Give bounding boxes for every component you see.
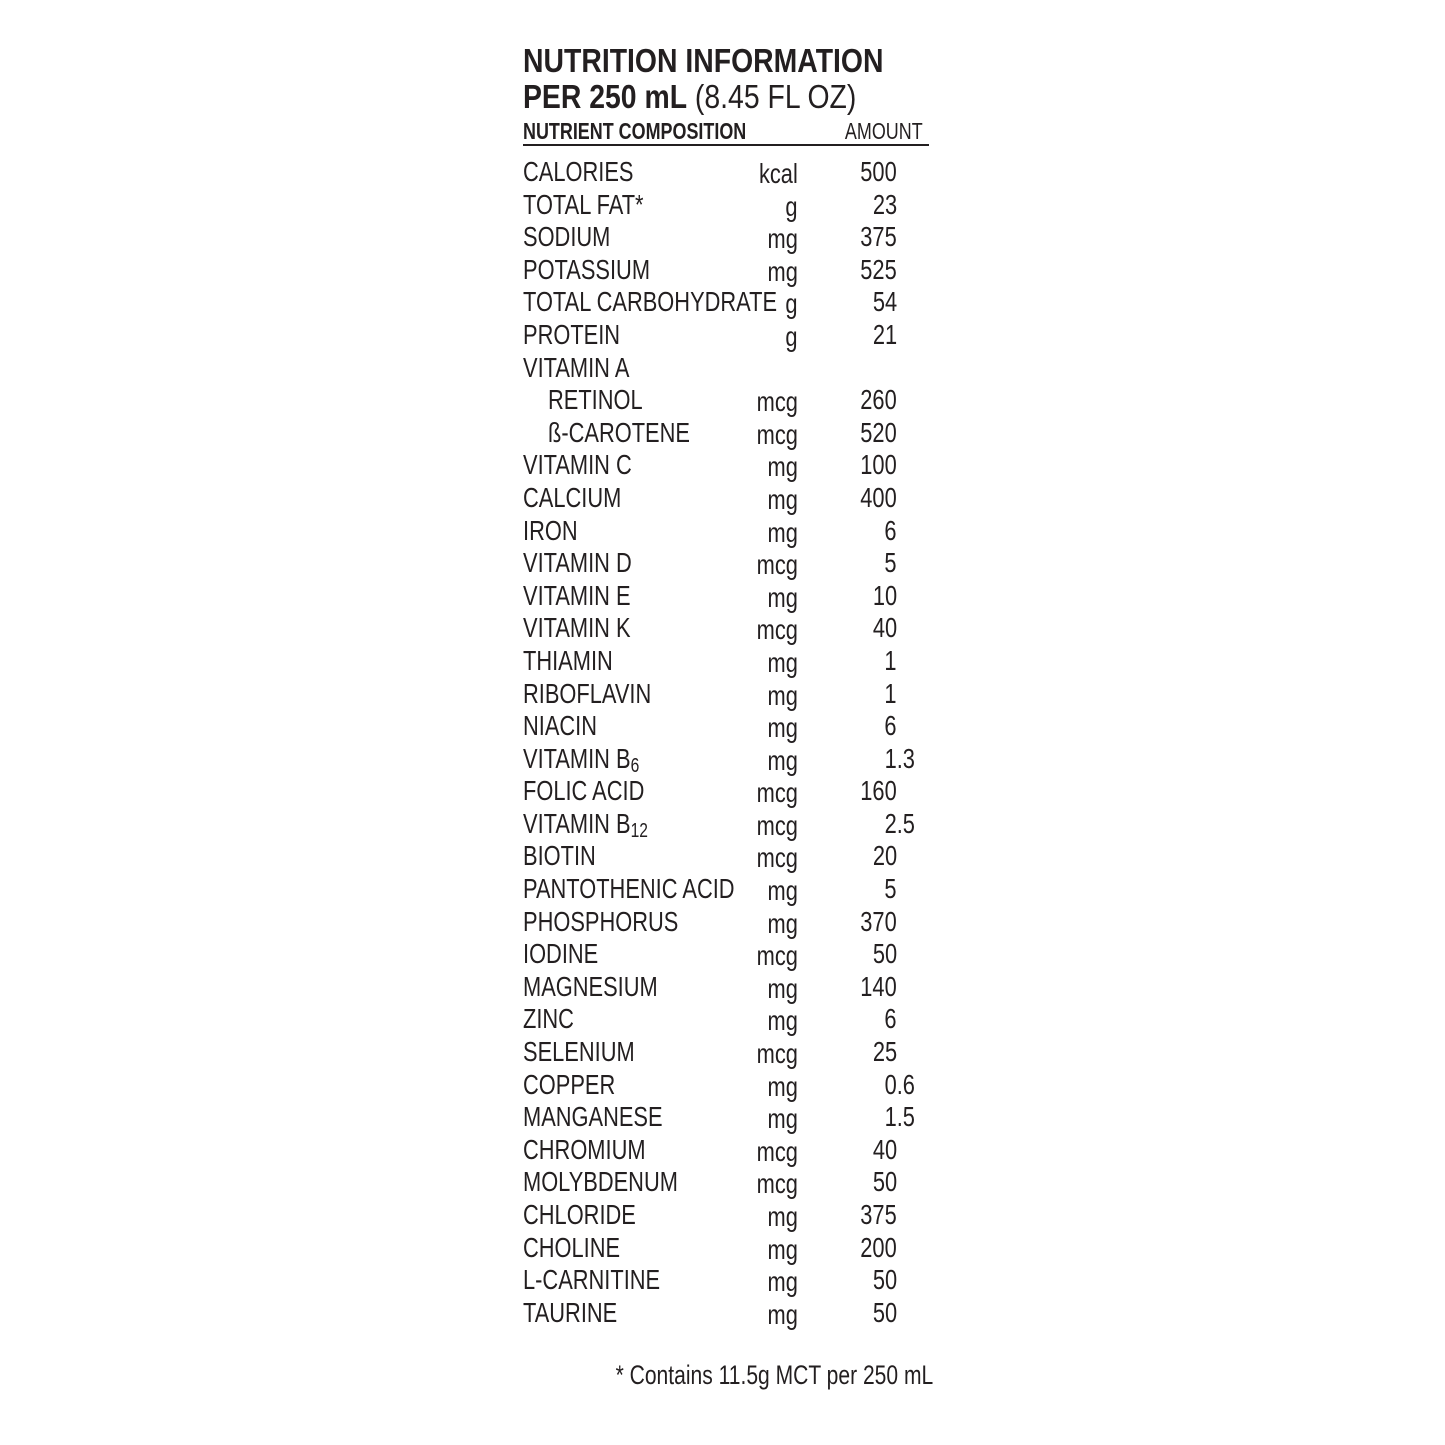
nutrient-unit: mg — [767, 679, 798, 711]
table-row — [523, 1232, 933, 1265]
nutrient-name-text: CHLORIDE — [523, 1199, 636, 1230]
nutrient-name-text: VITAMIN B — [523, 742, 631, 774]
nutrient-name — [523, 678, 651, 710]
table-row — [523, 286, 933, 319]
table-row — [523, 906, 933, 939]
nutrient-unit: mg — [767, 712, 798, 744]
nutrient-name — [523, 873, 735, 905]
nutrient-name — [523, 352, 629, 384]
nutrient-amount: 525 — [860, 253, 897, 285]
nutrient-name-text: IODINE — [523, 938, 599, 970]
nutrient-amount: 2.5 — [884, 807, 915, 839]
nutrient-unit: mg — [767, 1298, 798, 1330]
nutrient-name — [523, 1297, 617, 1329]
nutrient-name-text: RIBOFLAVIN — [523, 677, 652, 709]
table-row — [523, 221, 933, 254]
table-row — [523, 1069, 933, 1102]
table-row — [523, 645, 933, 678]
nutrient-name-subscript: 6 — [630, 754, 640, 777]
table-row — [523, 938, 933, 971]
nutrient-unit: mcg — [756, 940, 798, 972]
nutrient-name-text: PHOSPHORUS — [523, 905, 679, 937]
nutrient-name-text: SELENIUM — [523, 1036, 635, 1068]
nutrient-name-text: MANGANESE — [523, 1101, 663, 1133]
serving-size — [523, 80, 876, 114]
nutrient-name-text: VITAMIN C — [523, 449, 632, 481]
nutrient-unit: mg — [767, 451, 798, 483]
nutrient-name-text: NIACIN — [523, 710, 598, 742]
nutrient-amount: 21 — [872, 318, 897, 350]
nutrient-amount: 160 — [860, 775, 897, 807]
nutrient-unit: mg — [767, 1201, 798, 1232]
nutrient-name — [523, 254, 650, 286]
nutrient-amount: 400 — [860, 481, 897, 513]
nutrient-amount: 1 — [884, 677, 897, 709]
table-row — [523, 515, 933, 548]
nutrient-name-text: TOTAL FAT* — [523, 188, 644, 220]
table-header — [523, 114, 929, 146]
table-row — [523, 189, 933, 222]
table-row — [523, 971, 933, 1004]
table-row — [523, 384, 933, 417]
nutrient-unit: mg — [767, 875, 798, 907]
footnote: * Contains 11.5g MCT per 250 mL — [615, 1360, 933, 1390]
nutrient-amount: 260 — [860, 384, 897, 416]
nutrient-name — [523, 547, 632, 579]
nutrient-name — [523, 221, 610, 253]
nutrient-name — [523, 189, 644, 221]
nutrient-amount: 375 — [860, 1199, 897, 1230]
nutrient-name-text: CALORIES — [523, 156, 634, 187]
nutrient-unit: mcg — [756, 809, 798, 841]
nutrient-unit: mg — [767, 1266, 798, 1298]
nutrient-name — [523, 612, 631, 644]
nutrient-unit: mg — [767, 1233, 798, 1265]
nutrient-unit: mcg — [756, 842, 798, 874]
nutrient-name — [523, 775, 644, 807]
nutrient-name — [523, 1069, 615, 1101]
table-row — [523, 156, 933, 189]
nutrient-name-text: ZINC — [523, 1003, 574, 1035]
nutrient-amount: 140 — [860, 970, 897, 1002]
table-row — [523, 1199, 933, 1232]
nutrient-name — [523, 515, 578, 547]
nutrient-unit: mg — [767, 581, 798, 613]
nutrient-name-text: THIAMIN — [523, 644, 613, 676]
nutrient-amount: 370 — [860, 905, 897, 937]
nutrient-name — [523, 482, 621, 514]
nutrient-unit: mcg — [756, 614, 798, 646]
table-row — [523, 1134, 933, 1167]
nutrient-name-text: TAURINE — [523, 1296, 618, 1328]
column-header-amount: AMOUNT — [845, 118, 923, 144]
nutrient-amount: 40 — [872, 1133, 897, 1165]
serving-size-ounces: (8.45 FL OZ) — [694, 78, 857, 115]
table-row — [523, 678, 933, 711]
nutrient-amount: 54 — [872, 286, 897, 318]
nutrient-name-text: COPPER — [523, 1068, 616, 1100]
nutrient-amount: 375 — [860, 221, 897, 253]
table-row — [523, 1101, 933, 1134]
nutrient-amount: 50 — [872, 938, 897, 970]
nutrient-unit: mg — [767, 223, 798, 255]
nutrient-name — [523, 906, 678, 938]
nutrient-name-text: POTASSIUM — [523, 253, 651, 285]
table-row — [523, 710, 933, 743]
nutrient-name-text: CHOLINE — [523, 1231, 621, 1263]
column-header-nutrient: NUTRIENT COMPOSITION — [523, 118, 747, 144]
nutrient-name-text: IRON — [523, 514, 578, 546]
table-row — [523, 449, 933, 482]
nutrient-name — [548, 384, 643, 416]
nutrient-name — [523, 938, 598, 970]
nutrient-amount: 40 — [872, 612, 897, 644]
nutrient-name-text: VITAMIN B — [523, 807, 631, 839]
table-row — [523, 417, 933, 450]
nutrient-amount: 20 — [872, 840, 897, 872]
nutrient-amount: 6 — [884, 1003, 897, 1035]
nutrient-unit: mg — [767, 483, 798, 515]
nutrient-name-text: VITAMIN D — [523, 547, 632, 579]
nutrient-name — [523, 1003, 574, 1035]
nutrient-unit: mg — [767, 1070, 798, 1102]
nutrient-name-text: BIOTIN — [523, 840, 596, 872]
nutrient-amount: 500 — [860, 156, 897, 187]
nutrient-name — [523, 319, 620, 351]
nutrient-amount: 50 — [872, 1264, 897, 1296]
table-row — [523, 873, 933, 906]
table-row — [523, 612, 933, 645]
nutrient-name — [523, 840, 596, 872]
nutrient-name-text: L-CARNITINE — [523, 1264, 661, 1296]
nutrient-amount: 25 — [872, 1036, 897, 1068]
nutrient-amount: 50 — [872, 1296, 897, 1328]
nutrient-name-text: TOTAL CARBOHYDRATE — [523, 286, 778, 318]
nutrient-amount: 100 — [860, 449, 897, 481]
nutrient-amount: 50 — [872, 1166, 897, 1198]
nutrient-unit: mcg — [756, 549, 798, 581]
nutrient-amount: 6 — [884, 710, 897, 742]
nutrient-unit: mcg — [756, 1168, 798, 1200]
nutrient-name — [523, 1232, 620, 1264]
table-row — [523, 319, 933, 352]
nutrient-unit: mcg — [756, 777, 798, 809]
table-row — [523, 808, 933, 841]
table-row — [523, 775, 933, 808]
table-row — [523, 1036, 933, 1069]
table-row — [523, 482, 933, 515]
table-row — [523, 1264, 933, 1297]
nutrient-name — [523, 580, 631, 612]
nutrient-unit: g — [785, 288, 798, 320]
nutrient-name-text: VITAMIN E — [523, 579, 631, 611]
nutrient-amount: 6 — [884, 514, 897, 546]
nutrient-unit: mg — [767, 907, 798, 939]
nutrition-panel — [523, 42, 933, 1330]
nutrient-amount: 5 — [884, 873, 897, 905]
nutrient-unit: mg — [767, 646, 798, 678]
nutrient-name-text: RETINOL — [548, 384, 643, 416]
nutrient-name — [523, 156, 633, 188]
nutrient-unit: mcg — [756, 1135, 798, 1167]
nutrient-name — [523, 971, 658, 1003]
table-row — [523, 743, 933, 776]
nutrient-unit: mg — [767, 516, 798, 548]
nutrient-name-text: VITAMIN A — [523, 351, 630, 383]
nutrient-name-text: SODIUM — [523, 221, 611, 253]
nutrient-name-text: CALCIUM — [523, 481, 622, 513]
nutrient-name-text: CHROMIUM — [523, 1133, 646, 1165]
table-row — [523, 1166, 933, 1199]
nutrient-unit: mg — [767, 255, 798, 287]
nutrient-name — [523, 1134, 646, 1166]
nutrient-name — [523, 1264, 660, 1296]
nutrient-amount: 10 — [872, 579, 897, 611]
nutrient-unit: kcal — [759, 158, 798, 189]
nutrient-amount: 5 — [884, 547, 897, 579]
nutrient-name-subscript: 12 — [630, 819, 648, 842]
serving-size-volume: PER 250 mL — [523, 78, 688, 115]
nutrient-unit: mg — [767, 972, 798, 1004]
nutrient-name — [523, 645, 613, 677]
nutrient-amount: 0.6 — [884, 1068, 915, 1100]
nutrient-name — [523, 1036, 635, 1068]
nutrient-table — [523, 156, 933, 1329]
table-row — [523, 352, 933, 385]
nutrient-amount: 200 — [860, 1231, 897, 1263]
nutrient-name — [523, 1101, 663, 1133]
nutrient-name-text: VITAMIN K — [523, 612, 631, 644]
nutrient-amount: 1 — [884, 644, 897, 676]
nutrient-name — [523, 710, 597, 742]
nutrient-unit: mcg — [756, 386, 798, 418]
nutrient-amount: 1.3 — [884, 742, 915, 774]
nutrient-name — [523, 1166, 678, 1198]
nutrient-unit: mg — [767, 1005, 798, 1037]
nutrient-amount: 23 — [872, 188, 897, 220]
nutrient-name — [523, 1199, 636, 1231]
nutrient-unit: mg — [767, 1103, 798, 1135]
table-row — [523, 580, 933, 613]
nutrient-unit: g — [785, 190, 798, 222]
nutrient-name — [548, 417, 690, 449]
nutrient-name-text: MAGNESIUM — [523, 970, 658, 1002]
table-row — [523, 1003, 933, 1036]
nutrient-name-text: PANTOTHENIC ACID — [523, 873, 735, 905]
nutrient-amount: 1.5 — [884, 1101, 915, 1133]
nutrient-amount: 520 — [860, 416, 897, 448]
table-row — [523, 254, 933, 287]
table-row — [523, 840, 933, 873]
nutrient-unit: mcg — [756, 418, 798, 450]
nutrient-name-text: ß-CAROTENE — [548, 416, 690, 448]
table-row — [523, 1297, 933, 1330]
table-row — [523, 547, 933, 580]
nutrient-name-text: PROTEIN — [523, 318, 621, 350]
nutrient-name-text: FOLIC ACID — [523, 775, 645, 807]
nutrient-name-text: MOLYBDENUM — [523, 1166, 678, 1198]
page-title: NUTRITION INFORMATION — [523, 42, 884, 79]
nutrient-unit: g — [785, 320, 798, 352]
nutrient-unit: mg — [767, 744, 798, 776]
nutrient-name — [523, 449, 632, 481]
nutrient-name — [523, 286, 777, 318]
nutrient-unit: mcg — [756, 1038, 798, 1070]
